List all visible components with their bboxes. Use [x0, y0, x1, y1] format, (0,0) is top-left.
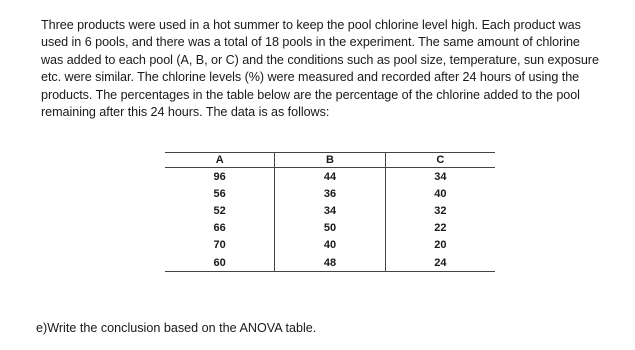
paragraph-line: used in 6 pools, and there was a total of 18 pools in the experiment. The same amount of chlorine: [41, 35, 580, 50]
column-header-a: A: [165, 153, 275, 168]
paragraph-line: was added to each pool (A, B, or C) and the conditions such as pool size, temperature, sun exposure: [41, 52, 599, 67]
table-row: [165, 237, 495, 254]
table-cell: 48: [275, 254, 385, 272]
table-row: [165, 220, 495, 237]
paragraph-line: remaining after this 24 hours. The data is as follows:: [41, 105, 330, 120]
table-cell: 96: [165, 168, 275, 186]
table-cell: 70: [165, 237, 275, 254]
question-e: e)Write the conclusion based on the ANOVA table.: [36, 321, 317, 335]
table-cell: 24: [385, 254, 495, 272]
problem-paragraph: [41, 17, 621, 121]
paragraph-line: etc. were similar. The chlorine levels (%) were measured and recorded after 24 hours of using the: [41, 70, 580, 85]
paragraph-line: Three products were used in a hot summer to keep the pool chlorine level high. Each product was: [41, 18, 581, 32]
table-cell: 22: [434, 222, 447, 235]
table-cell: 56: [165, 185, 275, 202]
table-row: [165, 202, 495, 219]
table-cell: 40: [275, 237, 385, 254]
table-cell: 66: [165, 220, 275, 237]
table-cell: 34: [275, 202, 385, 219]
table-cell: 20: [434, 239, 447, 252]
table-cell: 40: [434, 187, 447, 200]
column-header-b: B: [275, 153, 385, 168]
chlorine-data-table: [165, 152, 495, 272]
table-cell: 52: [165, 202, 275, 219]
table-cell: 34: [434, 170, 447, 183]
table-cell: 36: [275, 185, 385, 202]
column-header-c: C: [385, 153, 495, 168]
table-row: [165, 168, 495, 186]
table-row: [165, 254, 495, 272]
table-header-row: [165, 153, 495, 168]
paragraph-line: products. The percentages in the table below are the percentage of the chlorine added to the pool: [41, 87, 580, 102]
table-cell: 44: [275, 168, 385, 186]
table-cell: 32: [434, 204, 447, 217]
table-cell: 60: [165, 254, 275, 272]
table-row: [165, 185, 495, 202]
table-cell: 50: [275, 220, 385, 237]
